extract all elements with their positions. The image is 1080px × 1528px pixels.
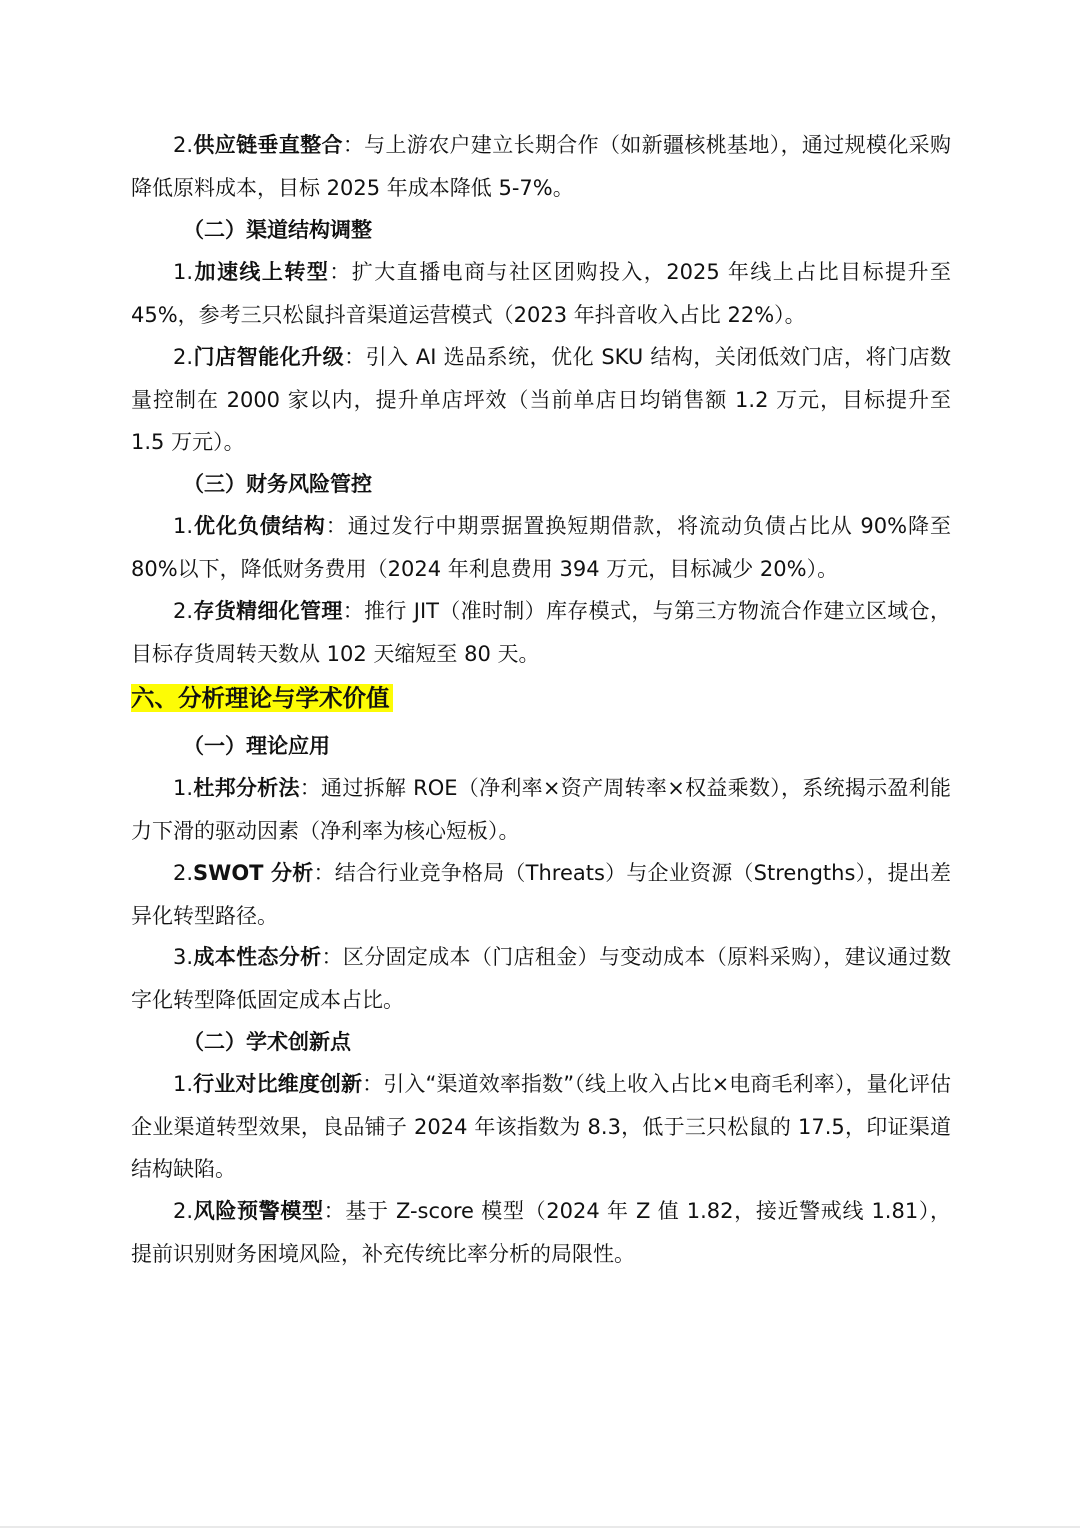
paragraph-supply-chain bbox=[131, 124, 951, 209]
paragraph-swot bbox=[131, 852, 951, 937]
item-text: ：基于 Z-score 模型（2024 年 Z 值 1.82，接近警戒线 1.81），提前识别财务困境风险，补充传统比率分析的局限性。 bbox=[131, 1199, 952, 1266]
item-number: 1. bbox=[173, 260, 194, 284]
item-term: 加速线上转型 bbox=[193, 260, 330, 284]
subheading-channel-structure: （二）渠道结构调整 bbox=[183, 218, 372, 242]
item-text: ：结合行业竞争格局（Threats）与企业资源（Strengths），提出差异化转型路径。 bbox=[131, 861, 951, 928]
item-term: 成本性态分析 bbox=[193, 945, 322, 969]
section-heading bbox=[131, 678, 951, 718]
paragraph-store-upgrade bbox=[131, 336, 951, 464]
item-text: ：引入“渠道效率指数”（线上收入占比×电商毛利率），量化评估企业渠道转型效果，良品铺子 2024 年该指数为 8.3，低于三只松鼠的 17.5，印证渠道结构缺陷。 bbox=[131, 1072, 951, 1181]
paragraph-risk-warning bbox=[131, 1190, 951, 1275]
item-text: ：区分固定成本（门店租金）与变动成本（原料采购），建议通过数字化转型降低固定成本占比。 bbox=[131, 945, 951, 1012]
paragraph-debt-structure bbox=[131, 505, 951, 590]
item-number: 2. bbox=[173, 345, 194, 369]
subheading-financial-risk: （三）财务风险管控 bbox=[183, 472, 372, 496]
item-term: SWOT 分析 bbox=[193, 861, 314, 885]
item-text: ：与上游农户建立长期合作（如新疆核桃基地），通过规模化采购降低原料成本，目标 2025 年成本降低 5-7%。 bbox=[131, 133, 952, 200]
item-number: 2. bbox=[173, 599, 194, 623]
item-term: 存货精细化管理 bbox=[193, 599, 343, 623]
subheading-theory-application: （一）理论应用 bbox=[183, 734, 330, 758]
item-text: ：推行 JIT（准时制）库存模式，与第三方物流合作建立区域仓，目标存货周转天数从 102 天缩短至 80 天。 bbox=[131, 599, 952, 666]
item-text: ：扩大直播电商与社区团购投入，2025 年线上占比目标提升至 45%，参考三只松鼠抖音渠道运营模式（2023 年抖音收入占比 22%）。 bbox=[131, 260, 951, 327]
item-term: 杜邦分析法 bbox=[193, 776, 300, 800]
item-number: 1. bbox=[173, 776, 194, 800]
paragraph-inventory bbox=[131, 590, 951, 675]
item-number: 2. bbox=[173, 1199, 194, 1223]
item-text: ：通过拆解 ROE（净利率×资产周转率×权益乘数），系统揭示盈利能力下滑的驱动因素（净利率为核心短板）。 bbox=[131, 776, 951, 843]
item-term: 供应链垂直整合 bbox=[193, 133, 343, 157]
item-number: 1. bbox=[173, 514, 194, 538]
highlighted-section-title: 六、分析理论与学术价值 bbox=[131, 684, 393, 712]
paragraph-online-transformation bbox=[131, 251, 951, 336]
paragraph-cost-behavior bbox=[131, 936, 951, 1021]
item-number: 1. bbox=[173, 1072, 194, 1096]
item-text: ：通过发行中期票据置换短期借款，将流动负债占比从 90%降至 80%以下，降低财务费用（2024 年利息费用 394 万元，目标减少 20%）。 bbox=[131, 514, 951, 581]
item-term: 优化负债结构 bbox=[193, 514, 326, 538]
item-number: 2. bbox=[173, 861, 194, 885]
item-number: 3. bbox=[173, 945, 194, 969]
paragraph-dupont bbox=[131, 767, 951, 852]
item-term: 风险预警模型 bbox=[193, 1199, 324, 1223]
paragraph-channel-efficiency bbox=[131, 1063, 951, 1191]
item-text: ：引入 AI 选品系统，优化 SKU 结构，关闭低效门店，将门店数量控制在 2000 家以内，提升单店坪效（当前单店日均销售额 1.2 万元，目标提升至 1.5 万元）。 bbox=[131, 345, 952, 454]
item-term: 行业对比维度创新 bbox=[193, 1072, 363, 1096]
item-number: 2. bbox=[173, 133, 194, 157]
item-term: 门店智能化升级 bbox=[193, 345, 345, 369]
subheading-academic-innovation: （二）学术创新点 bbox=[183, 1030, 351, 1054]
